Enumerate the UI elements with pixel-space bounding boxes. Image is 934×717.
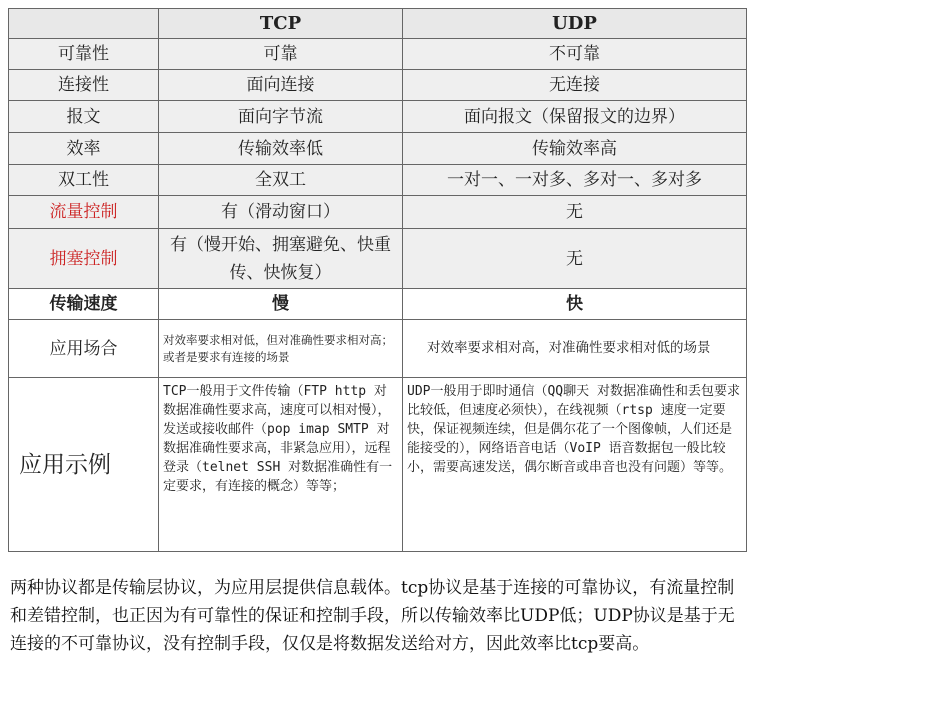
- comparison-table: [8, 8, 747, 552]
- summary-paragraph: 两种协议都是传输层协议，为应用层提供信息载体。tcp协议是基于连接的可靠协议，有流量控制和差错控制，也正因为有可靠性的保证和控制手段，所以传输效率比UDP低；UDP协议是基于无连接的不可靠协议，没有控制手段，仅仅是将数据发送给对方，因此效率比tcp要高。: [10, 578, 735, 654]
- table-row-message: [9, 101, 747, 133]
- row-label: 应用示例: [9, 378, 159, 552]
- tcp-cell: 面向连接: [159, 70, 403, 101]
- tcp-cell: 慢: [159, 289, 403, 320]
- table-row-duplex: [9, 165, 747, 196]
- table-row-efficiency: [9, 133, 747, 165]
- udp-cell: 无: [403, 196, 747, 229]
- tcp-cell: 有（慢开始、拥塞避免、快重传、快恢复）: [159, 229, 403, 289]
- tcp-cell: 全双工: [159, 165, 403, 196]
- row-label: 拥塞控制: [9, 229, 159, 289]
- header-udp: UDP: [403, 9, 747, 39]
- row-label: 传输速度: [9, 289, 159, 320]
- tcp-cell: 传输效率低: [159, 133, 403, 165]
- header-tcp: TCP: [159, 9, 403, 39]
- table-row-use-case: [9, 320, 747, 378]
- udp-cell: 传输效率高: [403, 133, 747, 165]
- row-label: 效率: [9, 133, 159, 165]
- row-label: 流量控制: [9, 196, 159, 229]
- tcp-cell: TCP一般用于文件传输（FTP http 对数据准确性要求高，速度可以相对慢），发送或接收邮件（pop imap SMTP 对数据准确性要求高，非紧急应用），远程登录（telnet SSH 对数据准确性有一定要求，有连接的概念）等等；: [159, 378, 403, 552]
- udp-cell: 快: [403, 289, 747, 320]
- udp-cell: 对效率要求相对高，对准确性要求相对低的场景: [403, 320, 747, 378]
- udp-cell: 无: [403, 229, 747, 289]
- udp-cell: 无连接: [403, 70, 747, 101]
- row-label: 双工性: [9, 165, 159, 196]
- table-row-connection: [9, 70, 747, 101]
- row-label: 报文: [9, 101, 159, 133]
- header-blank-cell: [9, 9, 159, 39]
- table-row-speed: [9, 289, 747, 320]
- header-row: [9, 9, 747, 39]
- udp-cell: UDP一般用于即时通信（QQ聊天 对数据准确性和丢包要求比较低，但速度必须快），在线视频（rtsp 速度一定要快，保证视频连续，但是偶尔花了一个图像帧，人们还是能接受的），网络语音电话（VoIP 语音数据包一般比较小，需要高速发送，偶尔断音或串音也没有问题）等等。: [403, 378, 747, 552]
- tcp-cell: 对效率要求相对低，但对准确性要求相对高；或者是要求有连接的场景: [159, 320, 403, 378]
- udp-cell: 一对一、一对多、多对一、多对多: [403, 165, 747, 196]
- table-row-flow-control: [9, 196, 747, 229]
- table-row-examples: [9, 378, 747, 552]
- table-row-congestion-control: [9, 229, 747, 289]
- row-label: 应用场合: [9, 320, 159, 378]
- tcp-cell: 面向字节流: [159, 101, 403, 133]
- tcp-cell: 有（滑动窗口）: [159, 196, 403, 229]
- row-label: 连接性: [9, 70, 159, 101]
- table-row-reliability: [9, 39, 747, 70]
- udp-cell: 不可靠: [403, 39, 747, 70]
- row-label: 可靠性: [9, 39, 159, 70]
- tcp-cell: 可靠: [159, 39, 403, 70]
- udp-cell: 面向报文（保留报文的边界）: [403, 101, 747, 133]
